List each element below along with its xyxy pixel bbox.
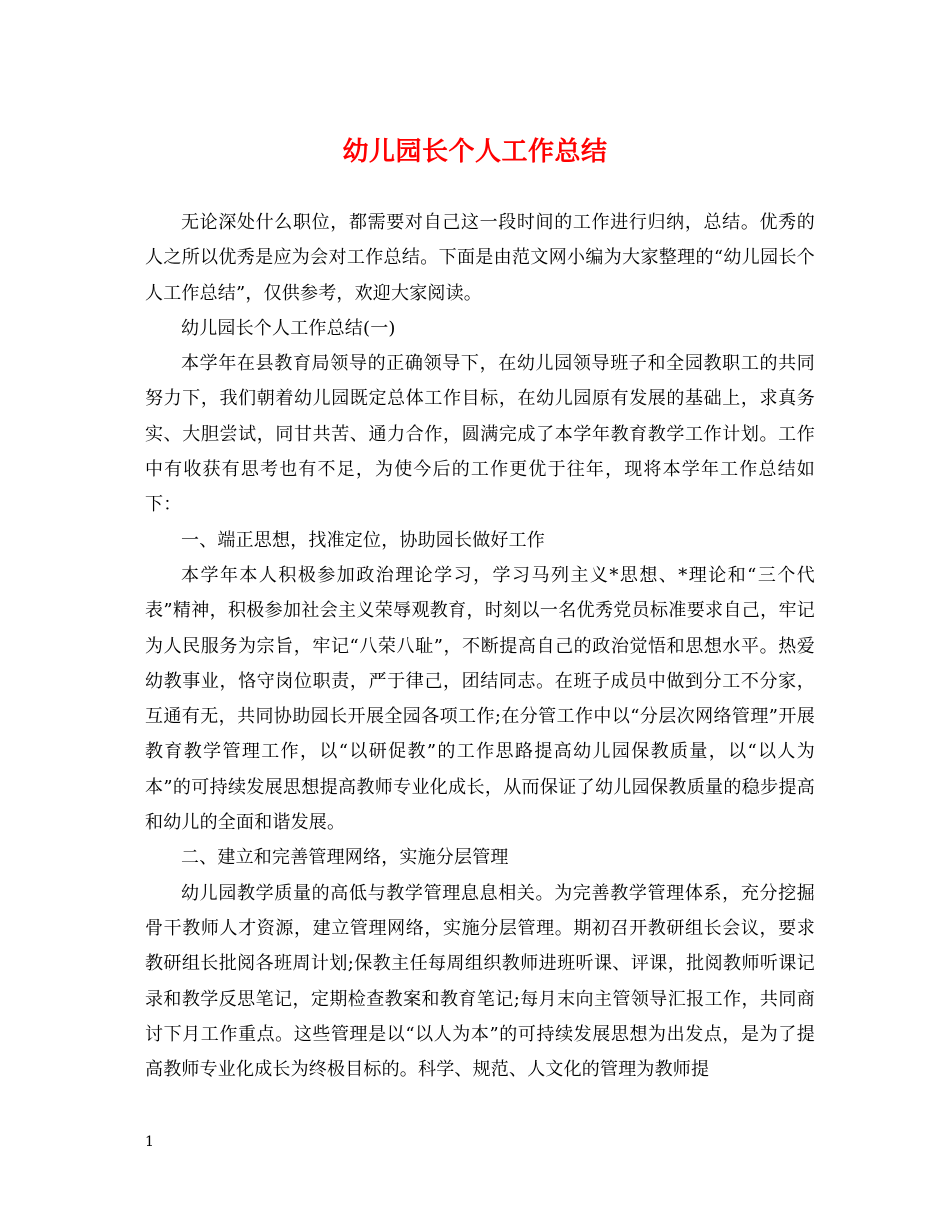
document-title: 幼儿园长个人工作总结 bbox=[342, 137, 608, 167]
document-body bbox=[145, 205, 815, 1087]
section-heading-1: 一、端正思想，找准定位，协助园长做好工作 bbox=[181, 529, 545, 551]
paragraph-overview: 本学年在县教育局领导的正确领导下，在幼儿园领导班子和全园教职工的共同努力下，我们朝着幼儿园既定总体工作目标，在幼儿园原有发展的基础上，求真务实、大胆尝试，同甘共苦、通力合作，圆满完成了本学年教育教学工作计划。工作中有收获有思考也有不足，为使今后的工作更优于往年，现将本学年工作总结如下： bbox=[145, 353, 815, 516]
paragraph-intro: 无论深处什么职位，都需要对自己这一段时间的工作进行归纳，总结。优秀的人之所以优秀是应为会对工作总结。下面是由范文网小编为大家整理的“幼儿园长个人工作总结”，仅供参考，欢迎大家阅读。 bbox=[145, 212, 815, 304]
section-heading-part-one: 幼儿园长个人工作总结(一) bbox=[181, 317, 396, 339]
paragraph-section-1: 本学年本人积极参加政治理论学习，学习马列主义*思想、*理论和“三个代表”精神，积极参加社会主义荣辱观教育，时刻以一名优秀党员标准要求自己，牢记为人民服务为宗旨，牢记“八荣八耻”，不断提高自己的政治觉悟和思想水平。热爱幼教事业，恪守岗位职责，严于律己，团结同志。在班子成员中做到分工不分家，互通有无，共同协助园长开展全园各项工作;在分管工作中以“分层次网络管理”开展教育教学管理工作，以“以研促教”的工作思路提高幼儿园保教质量，以“以人为本”的可持续发展思想提高教师专业化成长，从而保证了幼儿园保教质量的稳步提高和幼儿的全面和谐发展。 bbox=[145, 564, 815, 834]
page-number: 1 bbox=[145, 1134, 154, 1150]
section-heading-2: 二、建立和完善管理网络，实施分层管理 bbox=[181, 847, 509, 869]
paragraph-section-2: 幼儿园教学质量的高低与教学管理息息相关。为完善教学管理体系，充分挖掘骨干教师人才资源，建立管理网络，实施分层管理。期初召开教研组长会议，要求教研组长批阅各班周计划;保教主任每周组织教师进班听课、评课，批阅教师听课记录和教学反思笔记，定期检查教案和教育笔记;每月末向主管领导汇报工作，共同商讨下月工作重点。这些管理是以“以人为本”的可持续发展思想为出发点，是为了提高教师专业化成长为终极目标的。科学、规范、人文化的管理为教师提 bbox=[145, 882, 815, 1081]
